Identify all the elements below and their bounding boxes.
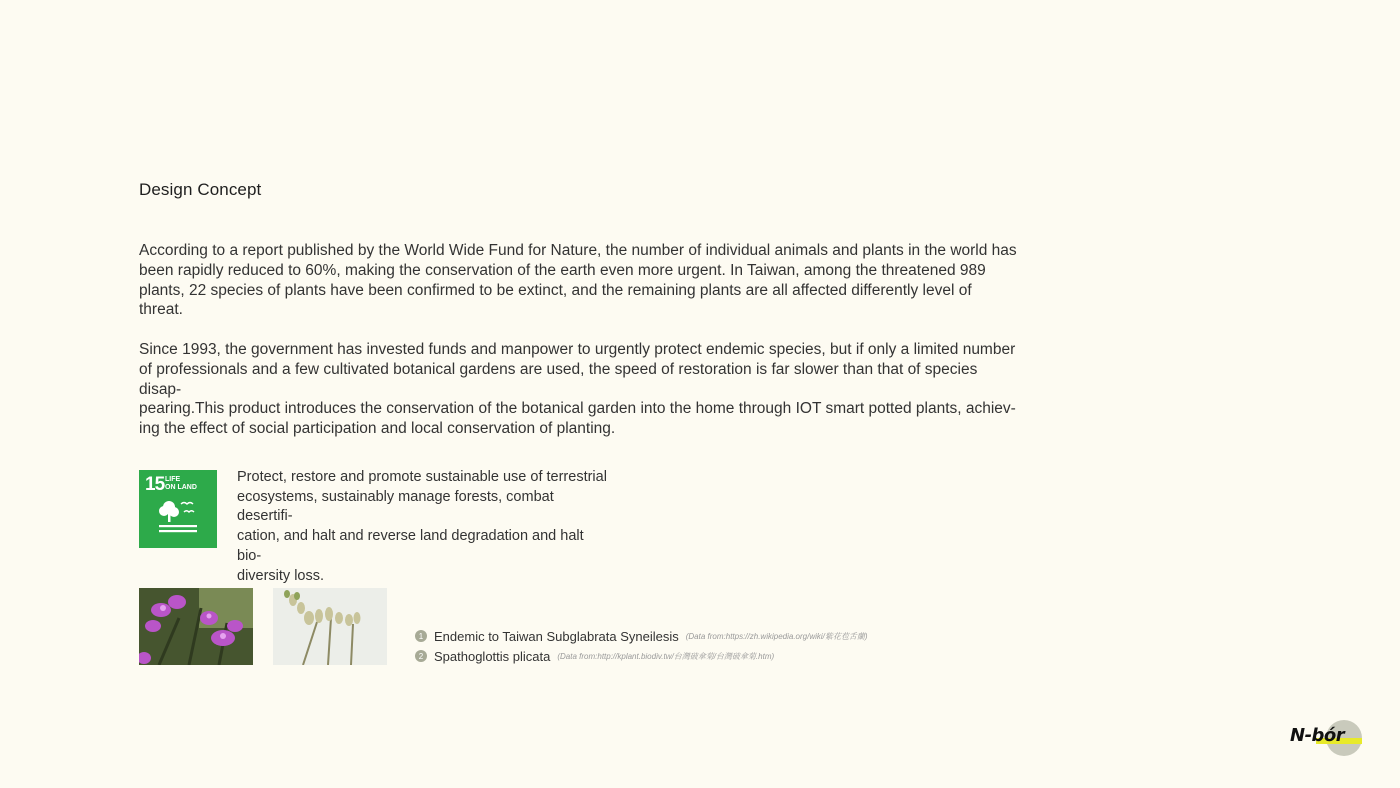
sdg-label: LIFE ON LAND (165, 476, 197, 491)
reference-source: (Data from:https://zh.wikipedia.org/wiki/紫花苞舌蘭) (685, 631, 868, 641)
concept-paragraph-2: Since 1993, the government has invested funds and manpower to urgently protect endemic species, but if only a limited number of professionals and a few cultivated botanical gardens are used, the speed of restoration is far slower than that of species disap- pearing.This product introduces the conservation of the botanical garden into the home through IOT smart potted plants, achiev- ing the effect of social participation and local conservation of planting. (139, 341, 1016, 438)
reference-source: (Data from:http://kplant.biodiv.tw/台灣破傘菊/台灣破傘菊.htm) (557, 651, 775, 661)
tree-birds-icon (157, 498, 201, 540)
sdg-number: 15 (145, 474, 165, 495)
reference-item (415, 626, 868, 646)
sdg-15-badge (139, 470, 217, 548)
reference-number: 1 (415, 630, 427, 642)
sdg-description: Protect, restore and promote sustainable use of terrestrial ecosystems, sustainably manage forests, combat desertifi- cation, and halt and reverse land degradation and halt bio- diversity loss. (237, 469, 607, 584)
logo-text: N-bór (1290, 725, 1345, 746)
reference-item (415, 646, 868, 666)
buds-photo (273, 588, 387, 665)
reference-name: Spathoglottis plicata (434, 648, 551, 664)
purple-orchid-photo (139, 588, 253, 665)
reference-name: Endemic to Taiwan Subglabrata Syneilesis (434, 628, 679, 644)
reference-number: 2 (415, 650, 427, 662)
reference-list (415, 626, 868, 666)
brand-logo (1288, 718, 1364, 758)
page-title: Design Concept (139, 180, 262, 199)
concept-paragraph-1: According to a report published by the World Wide Fund for Nature, the number of individual animals and plants in the world has been rapidly reduced to 60%, making the conservation of the earth even more urgent. In Taiwan, among the threatened 989 plants, 22 species of plants have been confirmed to be extinct, and the remaining plants are all affected differently level of threat. (139, 242, 1017, 319)
